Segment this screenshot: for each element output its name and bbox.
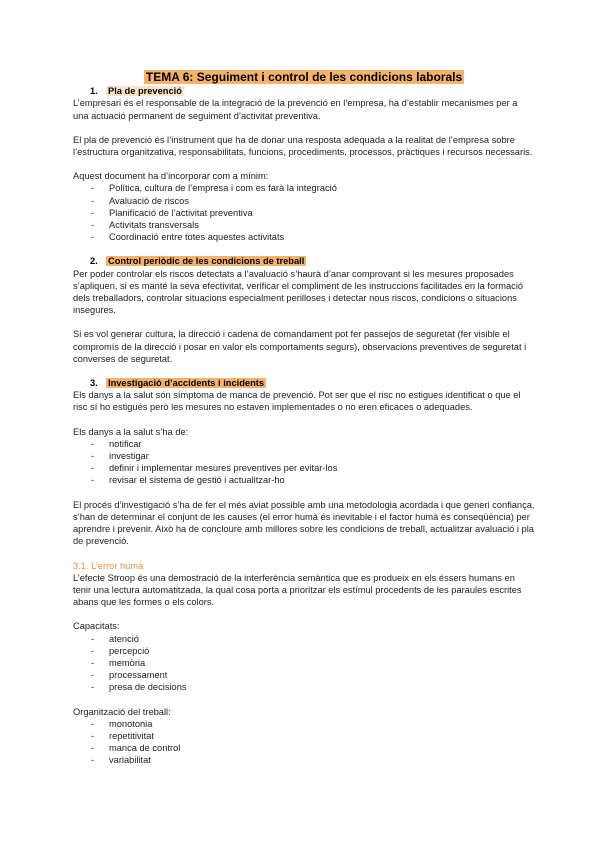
section-title: Pla de prevenció <box>108 86 182 97</box>
list-item: - manca de control <box>91 742 535 754</box>
paragraph: Aquest document ha d’incorporar com a mínim: <box>73 171 269 182</box>
list-item: - processament <box>91 669 535 681</box>
section-number: 2. <box>90 256 98 267</box>
section-heading-3 <box>90 377 535 389</box>
paragraph: El procés d’investigació s’ha de fer el més aviat possible amb una metodologia acordada i que generi confiança, s’han de determinar el conjunt de les causes (el error humà és inevitable i el factor humà és conseqüència) per aprendre i prevenir. Això ha de concloure amb millores sobre les condicions de treball, actualitzar avaluació i pla de prevenció. <box>73 499 535 547</box>
list-label: Organització del treball: <box>73 706 171 717</box>
list-item: - monotonia <box>91 718 535 730</box>
bullet-list <box>73 718 535 767</box>
list-item: - Avaluació de riscos <box>91 195 535 207</box>
paragraph: Els danys a la salut s’ha de: <box>73 426 189 437</box>
section-heading-2 <box>90 255 535 267</box>
paragraph: Per poder controlar els riscos detectats a l’avaluació s’haurà d’anar comprovant si les mesures proposades s’apliquen, si es manté la seva efectivitat, verificar el compliment de les instruccions facilitades en la formació dels treballadors, controlar situacions especialment perilloses i detectar nous riscos, condicions o situacions insegures. <box>73 268 524 316</box>
section-title: Control periòdic de les condicions de treball <box>108 256 305 267</box>
subsection-heading: 3.1. L’error humà <box>73 560 144 571</box>
section-number: 1. <box>90 86 98 97</box>
list-item: - Política, cultura de l’empresa i com es farà la integració <box>91 182 535 194</box>
list-item: - repetitivitat <box>91 730 535 742</box>
section-title: Investigació d’accidents i incidents <box>108 378 265 389</box>
bullet-list <box>73 182 535 243</box>
list-item: - percepció <box>91 645 535 657</box>
document-title: TEMA 6: Seguiment i control de les condicions laborals <box>145 70 463 84</box>
bullet-list <box>73 438 535 487</box>
list-item: - revisar el sistema de gestió i actualitzar-ho <box>91 474 535 486</box>
paragraph: Si es vol generar cultura, la direcció i cadena de comandament pot fer passejos de seguretat (fer visible el compromís de la direcció i posar en valor els comportaments segurs), observacions preventives de seguretat i converses de seguretat. <box>73 329 527 364</box>
document-body <box>73 70 535 767</box>
list-item: - Activitats transversals <box>91 219 535 231</box>
list-item: - investigar <box>91 450 535 462</box>
list-item: - variabilitat <box>91 754 535 766</box>
paragraph: L’empresari és el responsable de la integració de la prevenció en l’empresa, ha d’establir mecanismes per a una actuació permanent de seguiment d’activitat preventiva. <box>73 98 518 121</box>
list-item: - atenció <box>91 633 535 645</box>
bullet-list <box>73 633 535 694</box>
list-item: - Planificació de l’activitat preventiva <box>91 207 535 219</box>
paragraph: El pla de prevenció és l’instrument que ha de donar una resposta adequada a la realitat de l’empresa sobre l’estructura organitzativa, responsabilitats, funcions, procediments, processos, pràctiques i recursos necessaris. <box>73 134 533 158</box>
list-item: - memòria <box>91 657 535 669</box>
list-item: - Coordinació entre totes aquestes activitats <box>91 231 535 243</box>
list-item: - presa de decisions <box>91 681 535 693</box>
list-label: Capacitats: <box>73 621 120 632</box>
list-item: - definir i implementar mesures preventives per evitar-los <box>91 462 535 474</box>
list-item: - notificar <box>91 438 535 450</box>
section-number: 3. <box>90 378 98 389</box>
paragraph: Els danys a la salut són símptoma de manca de prevenció. Pot ser que el risc no estigues identificat o que el risc sí ho estigués però les mesures no estaven implementades o no eren eficaces o adequades. <box>73 390 521 413</box>
paragraph: L’efecte Stroop és una demostració de la interferència semàntica que es produeix en els éssers humans en tenir una lectura automatitzada, la qual cosa porta a prioritzar els estímul procedents de les paraules escrites abans que les formes o els colors. <box>73 572 522 608</box>
section-heading-1 <box>90 85 535 97</box>
